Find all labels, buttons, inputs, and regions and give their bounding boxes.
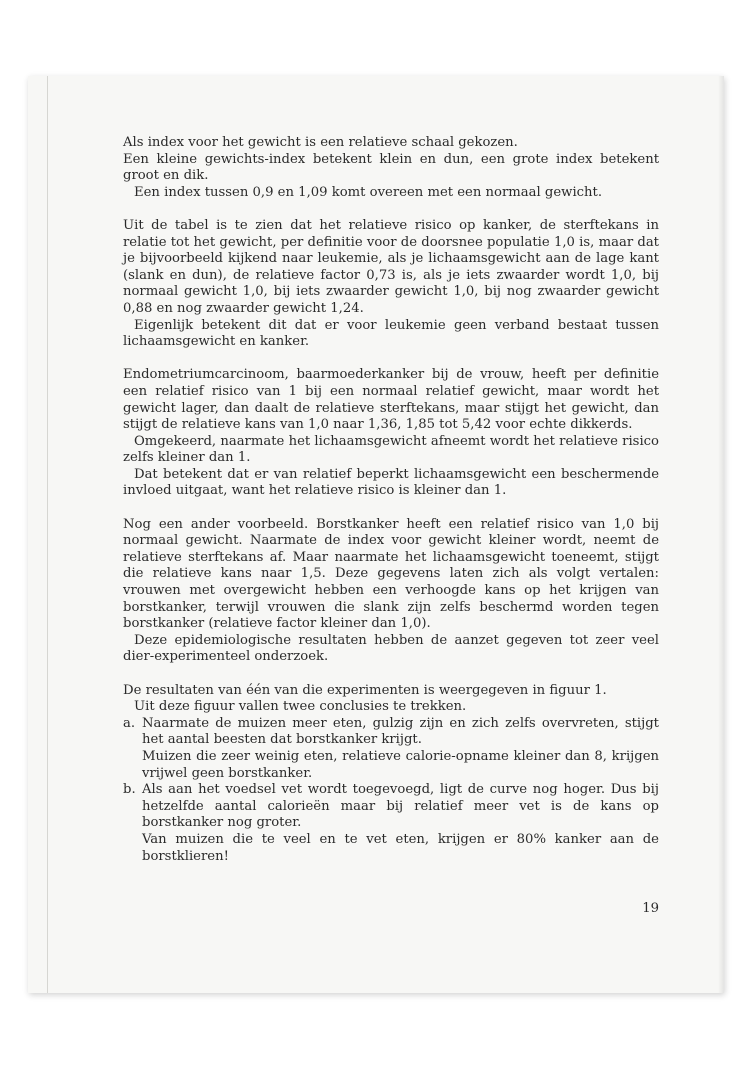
- list-content: [142, 716, 659, 782]
- page-text: [123, 135, 659, 865]
- paragraph-gap: [123, 351, 659, 368]
- list-marker: a.: [123, 715, 136, 731]
- paragraph-conclusions: Uit deze figuur vallen twee conclusies te trekken.: [134, 699, 467, 715]
- list-content: [142, 782, 659, 865]
- page-edge-shadow: [718, 76, 724, 993]
- list-item-b: [123, 782, 659, 865]
- paragraph-protective: Dat betekent dat er van relatief beperkt lichaamsgewicht een beschermende invloed uitgaat, want het relatieve risico is kleiner dan 1.: [123, 466, 659, 499]
- paragraph-leukemia-conclusion: Eigenlijk betekent dit dat er voor leukemie geen verband bestaat tussen lichaamsgewicht en kanker.: [123, 317, 659, 350]
- paragraph-endometrium: Endometriumcarcinoom, baarmoederkanker bij de vrouw, heeft per definitie een relatief risico van 1 bij een normaal relatief gewicht, maar wordt het gewicht lager, dan daalt de relatieve sterftekans, maar stijgt het gewicht, dan stijgt de relatieve kans van 1,0 naar 1,36, 1,85 tot 5,42 voor echte dikkerds.: [123, 367, 659, 433]
- paragraph-research: Deze epidemiologische resultaten hebben de aanzet gegeven tot zeer veel dier-experimenteel onderzoek.: [123, 632, 659, 665]
- list-line: Naarmate de muizen meer eten, gulzig zijn en zich zelfs overvreten, stijgt het aantal beesten dat borstkanker krijgt.: [142, 715, 659, 748]
- paragraph-gap: [123, 500, 659, 517]
- list-marker: b.: [123, 782, 136, 798]
- book-page: [28, 76, 724, 993]
- list-line: Van muizen die te veel en te vet eten, krijgen er 80% kanker aan de borstklieren!: [142, 831, 659, 864]
- list-line: Muizen die zeer weinig eten, relatieve calorie-opname kleiner dan 8, krijgen vrijwel geen borstkanker.: [142, 748, 659, 781]
- list-item-a: [123, 716, 659, 782]
- paragraph-conversely: Omgekeerd, naarmate het lichaamsgewicht afneemt wordt het relatieve risico zelfs kleiner dan 1.: [123, 433, 659, 466]
- list-line: Als aan het voedsel vet wordt toegevoegd, ligt de curve nog hoger. Dus bij hetzelfde aantal calorieën maar bij relatief meer vet is de kans op borstkanker nog groter.: [142, 782, 659, 831]
- paragraph-figure-ref: De resultaten van één van die experimenten is weergegeven in figuur 1.: [123, 682, 607, 698]
- paragraph-breast-cancer: Nog een ander voorbeeld. Borstkanker heeft een relatief risico van 1,0 bij normaal gewicht. Naarmate de index voor gewicht kleiner wordt, neemt de relatieve sterftekans af. Maar naarmate het lichaamsgewicht toeneemt, stijgt die relatieve kans naar 1,5. Deze gegevens laten zich als volgt vertalen: vrouwen met overgewicht hebben een verhoogde kans op het krijgen van borstkanker, terwijl vrouwen die slank zijn zelfs beschermd worden tegen borstkanker (relatieve factor kleiner dan 1,0).: [123, 516, 659, 632]
- paragraph-gap: [123, 666, 659, 683]
- paragraph-normal-weight: Een index tussen 0,9 en 1,09 komt overeen met een normaal gewicht.: [134, 184, 603, 200]
- paragraph-index-intro: Als index voor het gewicht is een relatieve schaal gekozen.: [123, 135, 518, 150]
- page-number: 19: [642, 901, 659, 916]
- paragraph-gap: [123, 201, 659, 218]
- paragraph-index-meaning: Een kleine gewichts-index betekent klein en dun, een grote index betekent groot en dik.: [123, 151, 659, 184]
- binding-edge: [47, 76, 48, 993]
- paragraph-leukemia: Uit de tabel is te zien dat het relatieve risico op kanker, de sterftekans in relatie tot het gewicht, per definitie voor de doorsnee populatie 1,0 is, maar dat je bijvoorbeeld kijkend naar leukemie, als je lichaamsgewicht aan de lage kant (slank en dun), de relatieve factor 0,73 is, als je iets zwaarder wordt 1,0, bij normaal gewicht 1,0, bij iets zwaarder gewicht 1,0, bij nog zwaarder gewicht 0,88 en nog zwaarder gewicht 1,24.: [123, 217, 659, 316]
